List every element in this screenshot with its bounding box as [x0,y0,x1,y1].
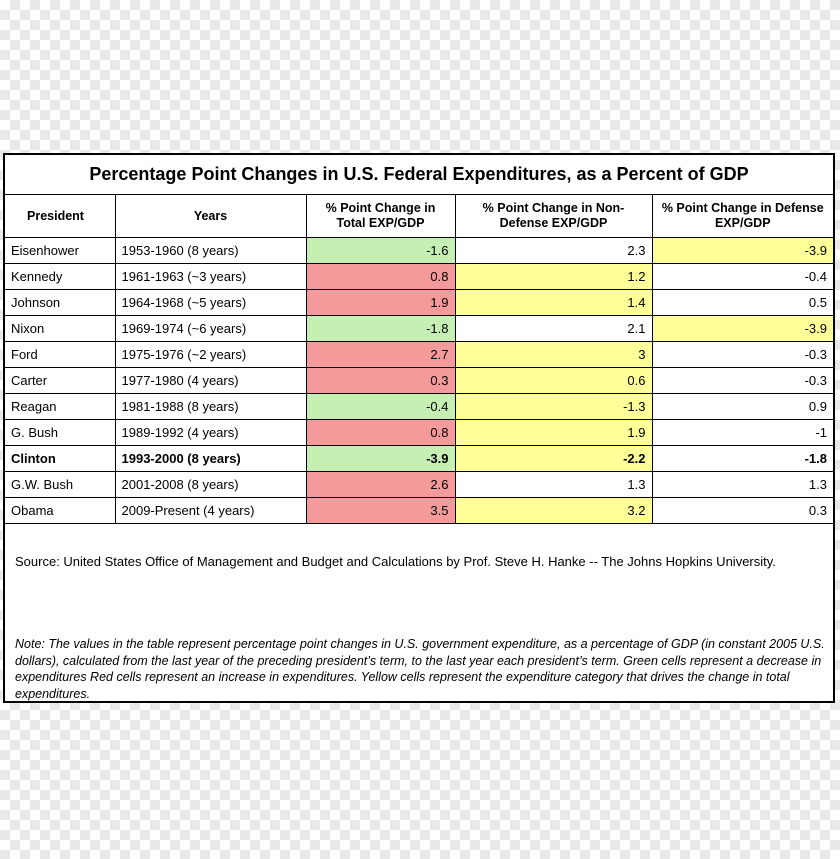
cell-defense: 0.3 [652,498,833,524]
table-sheet [3,153,835,703]
cell-total: 3.5 [306,498,455,524]
cell-total: -1.8 [306,316,455,342]
cell-defense: -1.8 [652,446,833,472]
table-row [5,420,833,446]
cell-nondefense: -2.2 [455,446,652,472]
cell-defense: -3.9 [652,316,833,342]
column-header-defense: % Point Change in Defense EXP/GDP [652,195,833,238]
header-row [5,195,833,238]
cell-years: 2001-2008 (8 years) [115,472,306,498]
cell-total: 2.7 [306,342,455,368]
cell-total: 0.8 [306,420,455,446]
cell-years: 1977-1980 (4 years) [115,368,306,394]
cell-years: 1969-1974 (~6 years) [115,316,306,342]
cell-nondefense: 0.6 [455,368,652,394]
cell-defense: -0.3 [652,368,833,394]
cell-president: Reagan [5,394,115,420]
cell-nondefense: 1.3 [455,472,652,498]
cell-president: G.W. Bush [5,472,115,498]
cell-total: 0.3 [306,368,455,394]
cell-years: 1989-1992 (4 years) [115,420,306,446]
cell-nondefense: 3.2 [455,498,652,524]
cell-total: -0.4 [306,394,455,420]
cell-nondefense: 1.2 [455,264,652,290]
cell-total: -1.6 [306,238,455,264]
cell-years: 2009-Present (4 years) [115,498,306,524]
table-row [5,472,833,498]
cell-president: Nixon [5,316,115,342]
cell-defense: 0.5 [652,290,833,316]
column-header-total: % Point Change in Total EXP/GDP [306,195,455,238]
cell-defense: -1 [652,420,833,446]
cell-president: Obama [5,498,115,524]
source-note: Source: United States Office of Management and Budget and Calculations by Prof. Steve H. Hanke -- The Johns Hopkins University. [15,554,776,569]
cell-nondefense: 3 [455,342,652,368]
cell-nondefense: -1.3 [455,394,652,420]
table-row [5,238,833,264]
table-row [5,446,833,472]
table-row [5,342,833,368]
cell-president: Eisenhower [5,238,115,264]
cell-president: Ford [5,342,115,368]
table-row [5,394,833,420]
table-row [5,290,833,316]
cell-nondefense: 2.3 [455,238,652,264]
table-row [5,316,833,342]
cell-total: 2.6 [306,472,455,498]
chart-title: Percentage Point Changes in U.S. Federal Expenditures, as a Percent of GDP [5,155,833,195]
cell-years: 1953-1960 (8 years) [115,238,306,264]
cell-years: 1961-1963 (~3 years) [115,264,306,290]
cell-president: Johnson [5,290,115,316]
cell-nondefense: 1.9 [455,420,652,446]
column-header-nondefense: % Point Change in Non-Defense EXP/GDP [455,195,652,238]
cell-years: 1964-1968 (~5 years) [115,290,306,316]
table-body [5,238,833,524]
cell-president: Carter [5,368,115,394]
table-row [5,368,833,394]
cell-total: -3.9 [306,446,455,472]
cell-total: 1.9 [306,290,455,316]
cell-defense: -0.3 [652,342,833,368]
cell-defense: 1.3 [652,472,833,498]
table-row [5,264,833,290]
cell-defense: 0.9 [652,394,833,420]
cell-nondefense: 1.4 [455,290,652,316]
table-row [5,498,833,524]
cell-president: G. Bush [5,420,115,446]
cell-total: 0.8 [306,264,455,290]
column-header-president: President [5,195,115,238]
cell-president: Kennedy [5,264,115,290]
column-header-years: Years [115,195,306,238]
cell-president: Clinton [5,446,115,472]
cell-years: 1981-1988 (8 years) [115,394,306,420]
cell-years: 1975-1976 (~2 years) [115,342,306,368]
footnote: Note: The values in the table represent percentage point changes in U.S. government expenditure, as a percentage of GDP (in constant 2005 U.S. dollars), calculated from the last year of the preceding president’s term, to the last year each president’s term. Green cells represent a decrease in expenditures Red cells represent an increase in expenditures. Yellow cells represent the expenditure category that drives the change in total expenditures. [15,637,825,701]
cell-nondefense: 2.1 [455,316,652,342]
data-table [5,195,833,524]
cell-defense: -3.9 [652,238,833,264]
cell-defense: -0.4 [652,264,833,290]
cell-years: 1993-2000 (8 years) [115,446,306,472]
